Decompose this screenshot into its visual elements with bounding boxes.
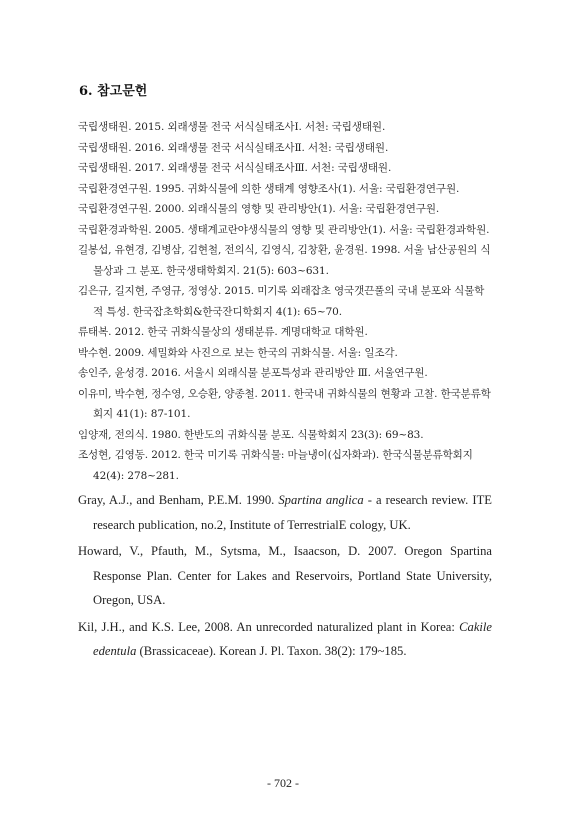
reference-text: Kil, J.H., and K.S. Lee, 2008. An unrecorded naturalized plant in Korea: <box>78 619 460 634</box>
reference-text: - a research review. ITE research publication, no.2, Institute of TerrestrialE cology, UK. <box>93 493 492 532</box>
reference-item: 국립생태원. 2015. 외래생물 전국 서식실태조사Ⅰ. 서천: 국립생태원. <box>78 121 386 133</box>
reference-text: (Brassicaceae). Korean J. Pl. Taxon. 38(2): 179~185. <box>136 644 407 658</box>
reference-item: 김은규, 길지현, 주영규, 정영상. 2015. 미기록 외래잡초 영국갯끈풀의 국내 분포와 식물학적 특성. 한국잡초학회&한국잔디학회지 4(1): 65~70. <box>78 285 485 318</box>
reference-item: 국립환경연구원. 2000. 외래식물의 영향 및 관리방안(1). 서울: 국립환경연구원. <box>78 203 440 215</box>
reference-item: 박수현. 2009. 세밀화와 사진으로 보는 한국의 귀화식물. 서울: 일조각. <box>78 346 398 359</box>
reference-item: 국립환경연구원. 1995. 귀화식물에 의한 생태계 영향조사(1). 서울: 국립환경연구원. <box>78 182 460 195</box>
species-name: Cakile edentula <box>93 619 492 658</box>
section-heading: 6. 참고문헌 <box>79 84 148 99</box>
species-name: Spartina anglica <box>278 493 364 507</box>
page-number: - 702 - <box>267 776 299 790</box>
reference-item: 국립생태원. 2017. 외래생물 전국 서식실태조사Ⅲ. 서천: 국립생태원. <box>78 162 392 174</box>
reference-item-en <box>78 615 492 664</box>
reference-item-en <box>78 488 492 537</box>
reference-item: 조성현, 김영동. 2012. 한국 미기록 귀화식물: 마늘냉이(십자화과). 한국식물분류학회지 42(4): 278~281. <box>78 449 473 482</box>
reference-item: 임양재, 전의식. 1980. 한반도의 귀화식물 분포. 식물학회지 23(3): 69~83. <box>78 428 424 441</box>
reference-item: 국립생태원. 2016. 외래생물 전국 서식실태조사Ⅱ. 서천: 국립생태원. <box>78 141 389 154</box>
reference-text: Howard, V., Pfauth, M., Sytsma, M., Isaacson, D. 2007. Oregon Spartina Response Plan. Center for Lakes and Reservoirs, Portland State University, Oregon, USA. <box>78 544 492 607</box>
reference-item: 이유미, 박수현, 정수영, 오승환, 양종철. 2011. 한국내 귀화식물의 현황과 고찰. 한국분류학회지 41(1): 87-101. <box>78 387 491 420</box>
reference-item-en <box>78 539 492 613</box>
reference-item: 송인주, 윤성경. 2016. 서울시 외래식물 분포특성과 관리방안 Ⅲ. 서울연구원. <box>78 367 428 379</box>
reference-list <box>78 117 492 664</box>
reference-item: 길봉섭, 유현경, 김병삼, 김현철, 전의식, 김영식, 김창환, 윤경원. 1998. 서울 남산공원의 식물상과 그 분포. 한국생태학회지. 21(5): 603~631. <box>78 244 491 277</box>
reference-text: Gray, A.J., and Benham, P.E.M. 1990. <box>78 493 279 507</box>
reference-item: 류태복. 2012. 한국 귀화식물상의 생태분류. 계명대학교 대학원. <box>78 326 368 338</box>
reference-item: 국립환경과학원. 2005. 생태계교란야생식물의 영향 및 관리방안(1). 서울: 국립환경과학원. <box>78 223 490 236</box>
